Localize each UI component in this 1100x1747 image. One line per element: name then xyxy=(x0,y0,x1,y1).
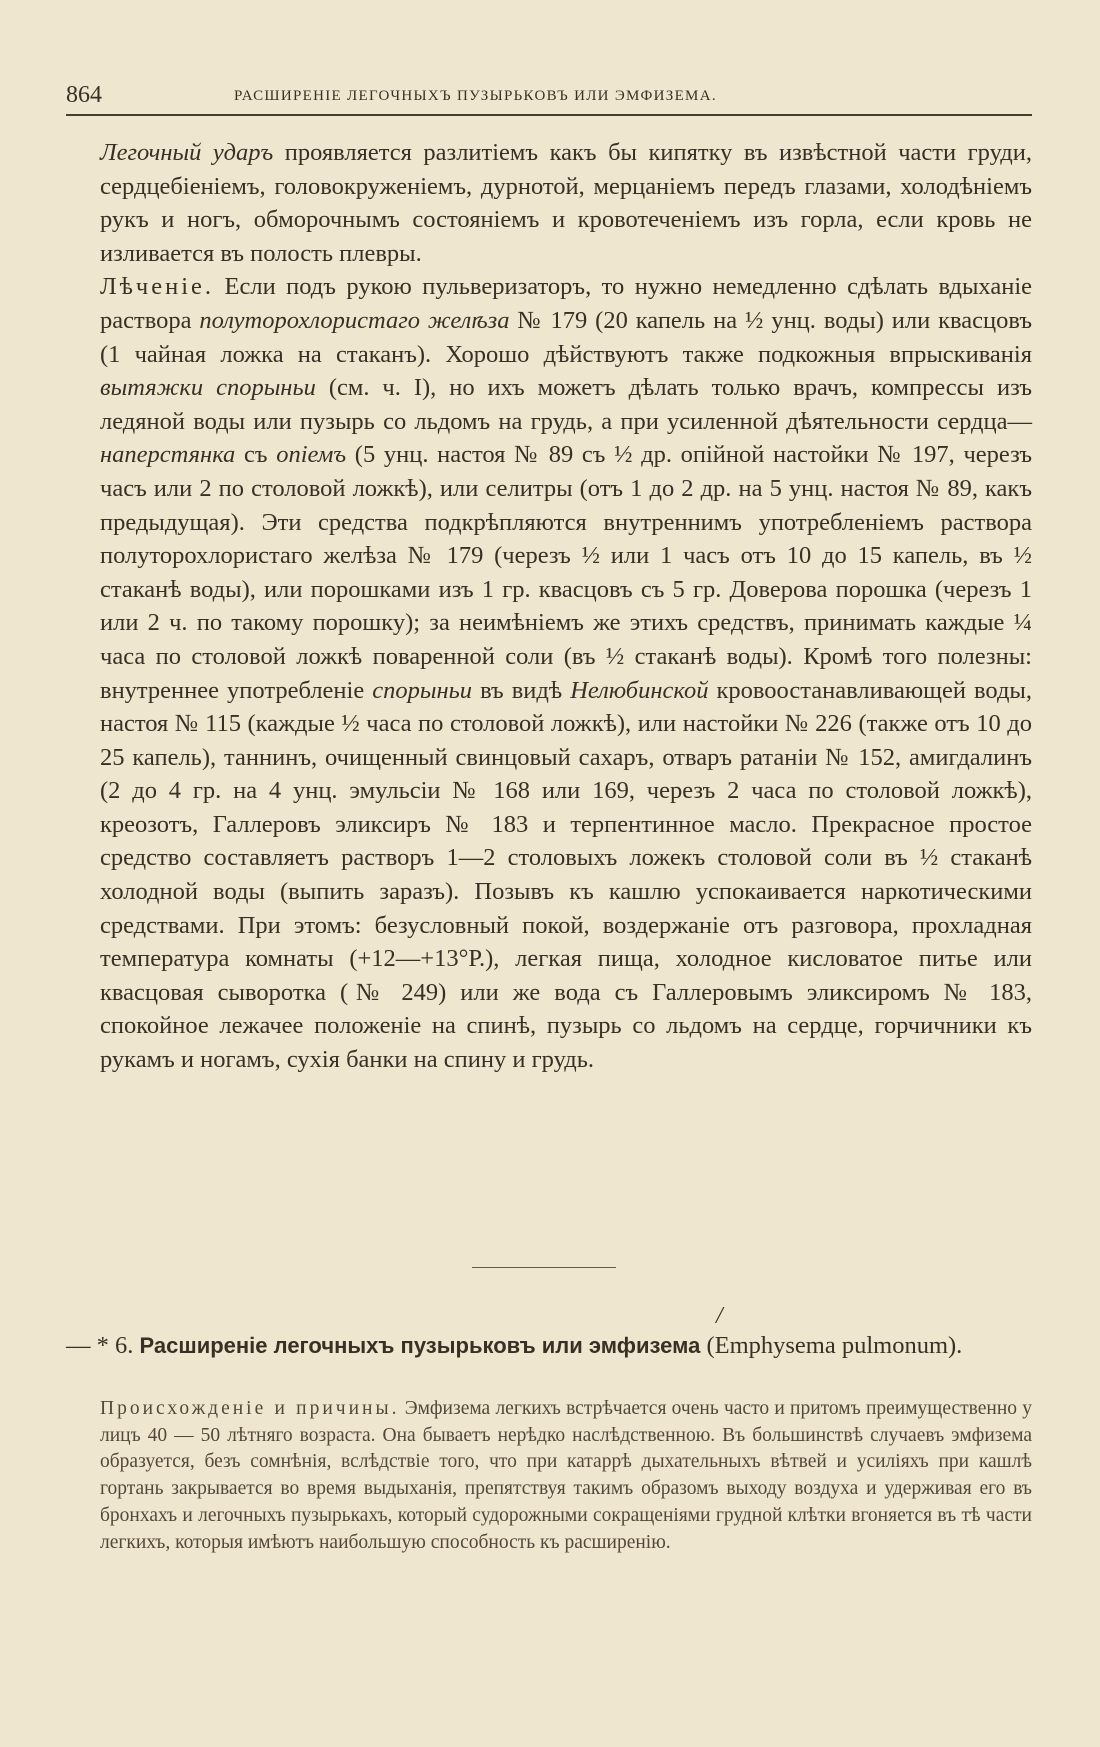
origin-heading: Происхожденіе и причины. xyxy=(100,1398,400,1419)
page-header xyxy=(66,82,1032,110)
page-number: 864 xyxy=(66,82,102,108)
treatment-text-1: Если подъ рукою пульверизаторъ, то нужно немедленно сдѣлать вдыханіе раствора xyxy=(100,273,1032,334)
treatment-text-4: съ xyxy=(243,441,268,469)
treatment-text-6: въ видѣ xyxy=(480,676,563,704)
section-separator xyxy=(472,1267,616,1268)
section-latin-title: (Emphysema pulmonum). xyxy=(706,1332,963,1359)
header-rule xyxy=(66,114,1032,116)
origin-text: Эмфизема легкихъ встрѣчается очень часто и притомъ преимущественно у лицъ 40 — 50 лѣтняго возраста. Она бываетъ нерѣдко наслѣдственною. Въ большинствѣ случаевъ эмфизема образуется, безъ сомнѣнія, вслѣдствіе того, что при катаррѣ дыхательныхъ вѣтвей и усиліяхъ при кашлѣ гортань закрывается во время выдыханія, препятствуя такимъ образомъ выходу воздуха и удерживая его въ бронхахъ и легочныхъ пузырькахъ, который судорожными сокращеніями грудной клѣтки вгоняется въ тѣ части легкихъ, которыя имѣютъ наибольшую способность къ расширенію. xyxy=(100,1398,1033,1553)
treatment-italic-3: наперстянка xyxy=(100,441,236,469)
treatment-italic-1: полуторохлористаго желѣза xyxy=(199,306,510,334)
paragraph-lung-stroke xyxy=(100,136,1032,270)
origin-paragraph xyxy=(100,1396,1032,1556)
treatment-text-7: кровоостанавливающей воды, настоя № 115 (каждые ½ часа по столовой ложкѣ), или настойки № 226 (также отъ 10 до 25 капель), таннинъ, очищенный свинцовый сахаръ, отваръ ратаніи № 152, амигдалинъ (2 до 4 гр. на 4 унц. эмульсіи № 168 или 169, черезъ 2 часа по столовой ложкѣ), креозотъ, Галлеровъ эликсиръ № 183 и терпентинное масло. Прекрасное простое средство составляетъ растворъ 1—2 столовыхъ ложекъ столовой соли въ ½ стаканѣ холодной воды (выпить заразъ). Позывъ къ кашлю успокаивается наркотическими средствами. При этомъ: безусловный покой, воздержаніе отъ разговора, прохладная температура комнаты (+12—+13°Р.), легкая пища, холодное кисловатое питье или квасцовая сыворотка (№ 249) или же вода съ Галлеровымъ эликсиромъ № 183, спокойное лежачее положеніе на спинѣ, пузырь со льдомъ на сердце, горчичники къ рукамъ и ногамъ, сухія банки на спину и грудь. xyxy=(100,676,1033,1074)
section-number: — * 6. xyxy=(66,1332,134,1359)
treatment-text-2: № 179 (20 капель на ½ унц. воды) или квасцовъ (1 чайная ложка на стаканъ). Хорошо дѣйствуютъ также подкожныя впрыскиванія xyxy=(100,306,1033,368)
treatment-text-3: (см. ч. I), но ихъ можетъ дѣлать только врачъ, компрессы изъ ледяной воды или пузырь со льдомъ на грудь, а при усиленной дѣятельности сердца— xyxy=(100,374,1033,435)
running-title: РАСШИРЕНІЕ ЛЕГОЧНЫХЪ ПУЗЫРЬКОВЪ ИЛИ ЭМФИЗЕМА. xyxy=(234,88,717,104)
treatment-heading: Лѣченіе. xyxy=(100,273,215,301)
main-text xyxy=(100,136,1032,1077)
paragraph-treatment xyxy=(100,270,1032,1076)
treatment-italic-5: спорыньи xyxy=(372,676,473,704)
paragraph-text: проявляется разлитіемъ какъ бы кипятку въ извѣстной части груди, сердцебіеніемъ, головокруженіемъ, дурнотой, мерцаніемъ передъ глазами, холодѣніемъ рукъ и ногъ, обморочнымъ состояніемъ и кровотеченіемъ изъ горла, если кровь не изливается въ полость плевры. xyxy=(100,139,1032,267)
section-body xyxy=(100,1396,1032,1556)
treatment-italic-4: опіемъ xyxy=(276,441,347,469)
section-title-text: Расширеніе легочныхъ пузырьковъ или эмфизема xyxy=(139,1333,701,1358)
treatment-text-5: (5 унц. настоя № 89 съ ½ др. опійной настойки № 197, черезъ часъ или 2 по столовой ложкѣ), или селитры (отъ 1 до 2 др. на 5 унц. настоя № 89, какъ предыдущая). Эти средства подкрѣпляются внутреннимъ употребленіемъ раствора полуторохлористаго желѣза № 179 (черезъ ½ или 1 часъ отъ 10 до 15 капель, въ ½ стаканѣ воды), или порошками изъ 1 гр. квасцовъ съ 5 гр. Доверова порошка (черезъ 1 или 2 ч. по такому порошку); за неимѣніемъ же этихъ средствъ, принимать каждые ¼ часа по столовой ложкѣ поваренной соли (въ ½ стаканѣ воды). Кромѣ того полезны: внутреннее употребленіе xyxy=(100,441,1033,704)
section-title xyxy=(66,1330,1032,1362)
treatment-italic-6: Нелюбинской xyxy=(570,676,709,704)
margin-mark: / xyxy=(716,1303,723,1329)
treatment-italic-2: вытяжки спорыньи xyxy=(100,374,316,402)
term-lung-stroke: Легочный ударъ xyxy=(100,139,274,166)
